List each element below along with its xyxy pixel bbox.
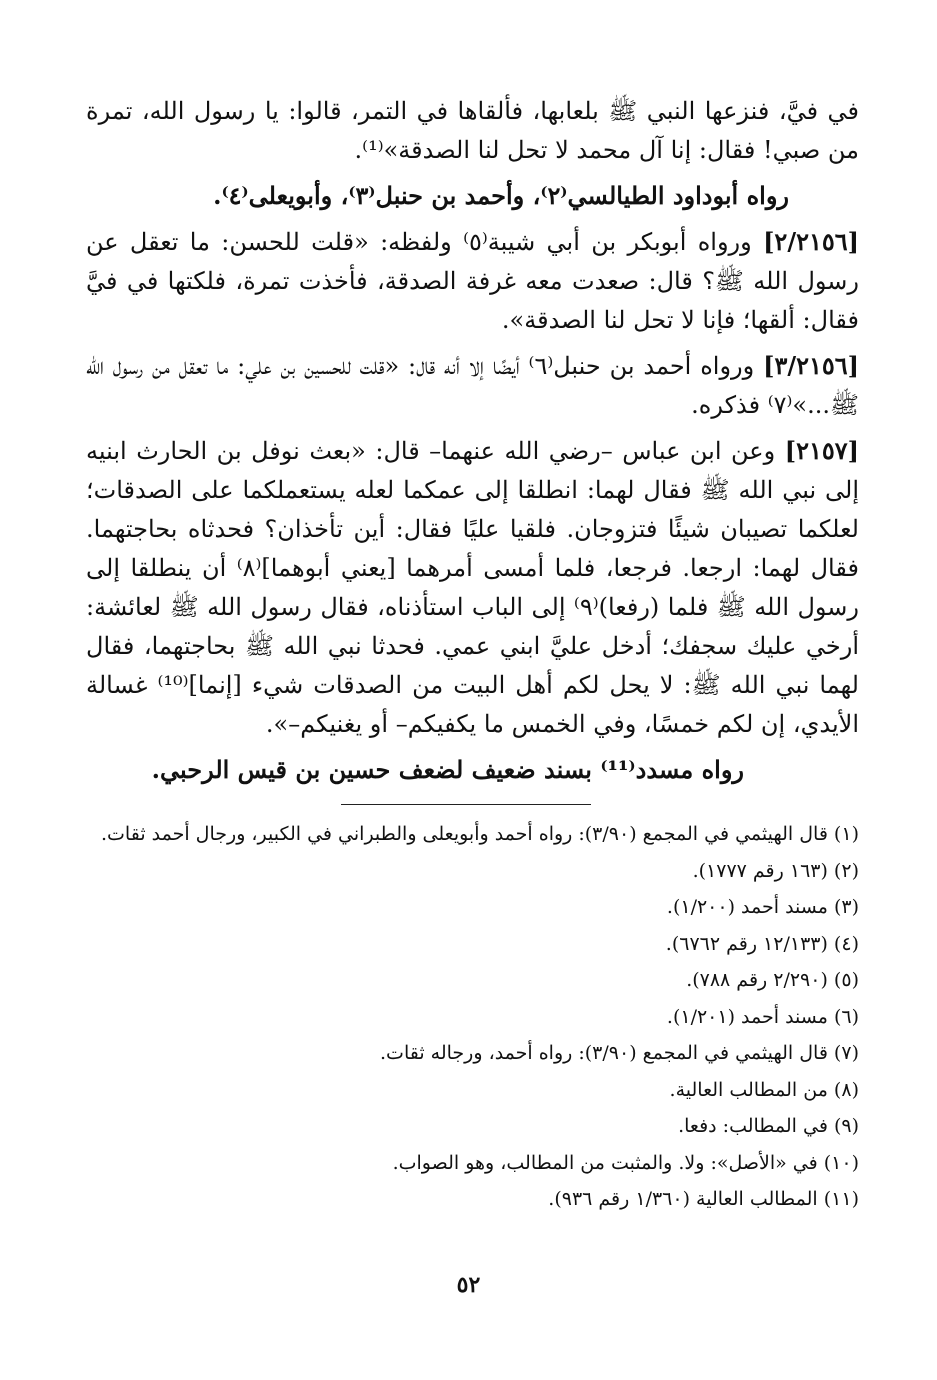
hadith-2157 (86, 431, 859, 744)
paragraph-text: في فيَّ، فنزعها النبي ﷺ بلعابها، فألقاها في التمر، قالوا: يا رسول الله، تمرة من صبي! فقال: إنا آل محمد لا تحل لنا الصدقة»⁽¹⁾. (86, 97, 859, 164)
footnote-separator (86, 796, 859, 816)
paragraph-text: ورواه أحمد بن حنبل⁽٦⁾ أيضًا إلا أنه قال: «قلت للحسين بن علي: ما تعقل من رسول الله ﷺ...»⁽٧⁾ فذكره. (86, 352, 859, 419)
paragraph-text: ورواه أبوبكر بن أبي شيبة⁽٥⁾ ولفظه: «قلت للحسن: ما تعقل عن رسول الله ﷺ؟ قال: صعدت معه غرفة الصدقة، فأخذت تمرة، فلكتها في فيَّ فقال: ألقها؛ فإنا لا تحل لنا الصدقة». (86, 228, 859, 334)
hadith-number: [٣/٢١٥٦] (763, 351, 860, 380)
footnote-5: (٥) (٢/٢٩٠ رقم ٧٨٨). (686, 969, 859, 991)
paragraph-continuation (86, 92, 859, 170)
footnote-2: (٢) (١٦٣ رقم ١٧٧٧). (692, 859, 859, 882)
footnotes-list (86, 816, 859, 1218)
narration-text: رواه أبوداود الطيالسي⁽٢⁾، وأحمد بن حنبل⁽٣⁾، وأبويعلى⁽٤⁾. (213, 181, 789, 210)
hadith-number: [٢١٥٧] (784, 436, 859, 465)
footnote-7: (٧) قال الهيثمي في المجمع (٣/٩٠): رواه أحمد، ورجاله ثقات. (380, 1042, 859, 1064)
narration-text: رواه مسدد⁽¹¹⁾ بسند ضعيف لضعف حسين بن قيس الرحبي. (151, 755, 744, 784)
footnote-4: (٤) (١٢/١٣٣ رقم ٦٧٦٢). (665, 932, 859, 955)
hadith-3-2156 (86, 346, 859, 425)
separator-line (341, 804, 591, 805)
narration-line-1 (86, 176, 859, 216)
footnote-8: (٨) من المطالب العالية. (669, 1078, 859, 1101)
hadith-number: [٢/٢١٥٦] (763, 227, 859, 256)
footnote-1: (١) قال الهيثمي في المجمع (٣/٩٠): رواه أحمد وأبويعلى والطبراني في الكبير، ورجال أحمد ثقات. (101, 823, 859, 845)
footnote-6: (٦) مسند أحمد (١/٢٠١). (666, 1005, 859, 1028)
paragraph-text: وعن ابن عباس –رضي الله عنهما– قال: «بعث نوفل بن الحارث ابنيه إلى نبي الله ﷺ فقال لهما: انطلقا إلى عمكما لعله يستعملكما على الصدقات؛ لعلكما تصيبان شيئًا فتزوجان. فلقيا عليًا فقال: أين تأخذان؟ فحدثاه بحاجتهما. فقال لهما: ارجعا. فرجعا، فلما أمسى أمرهما [يعني أبوهما]⁽٨⁾ أن ينطلقا إلى رسول الله ﷺ فلما (رفعا)⁽٩⁾ إلى الباب استأذناه، فقال رسول الله ﷺ لعائشة: أرخي عليك سجفك؛ أدخل عليَّ ابني عمي. فحدثا نبي الله ﷺ بحاجتهما، فقال لهما نبي الله ﷺ: لا يحل لكم أهل البيت من الصدقات شيء [إنما]⁽¹⁰⁾ غسالة الأيدي، إن لكم خمسًا، وفي الخمس ما يكفيكم– أو يغنيكم–». (86, 437, 859, 738)
page-number: ٥٢ (456, 1272, 481, 1298)
footnote-11: (١١) المطالب العالية (١/٣٦٠ رقم ٩٣٦). (548, 1188, 859, 1210)
narration-line-2 (86, 750, 859, 790)
footnote-9: (٩) في المطالب: دفعا. (678, 1115, 859, 1137)
footnote-10: (١٠) في «الأصل»: ولا. والمثبت من المطالب، وهو الصواب. (392, 1151, 859, 1174)
hadith-2-2156 (86, 222, 859, 340)
footnote-3: (٣) مسند أحمد (١/٢٠٠). (666, 896, 859, 918)
